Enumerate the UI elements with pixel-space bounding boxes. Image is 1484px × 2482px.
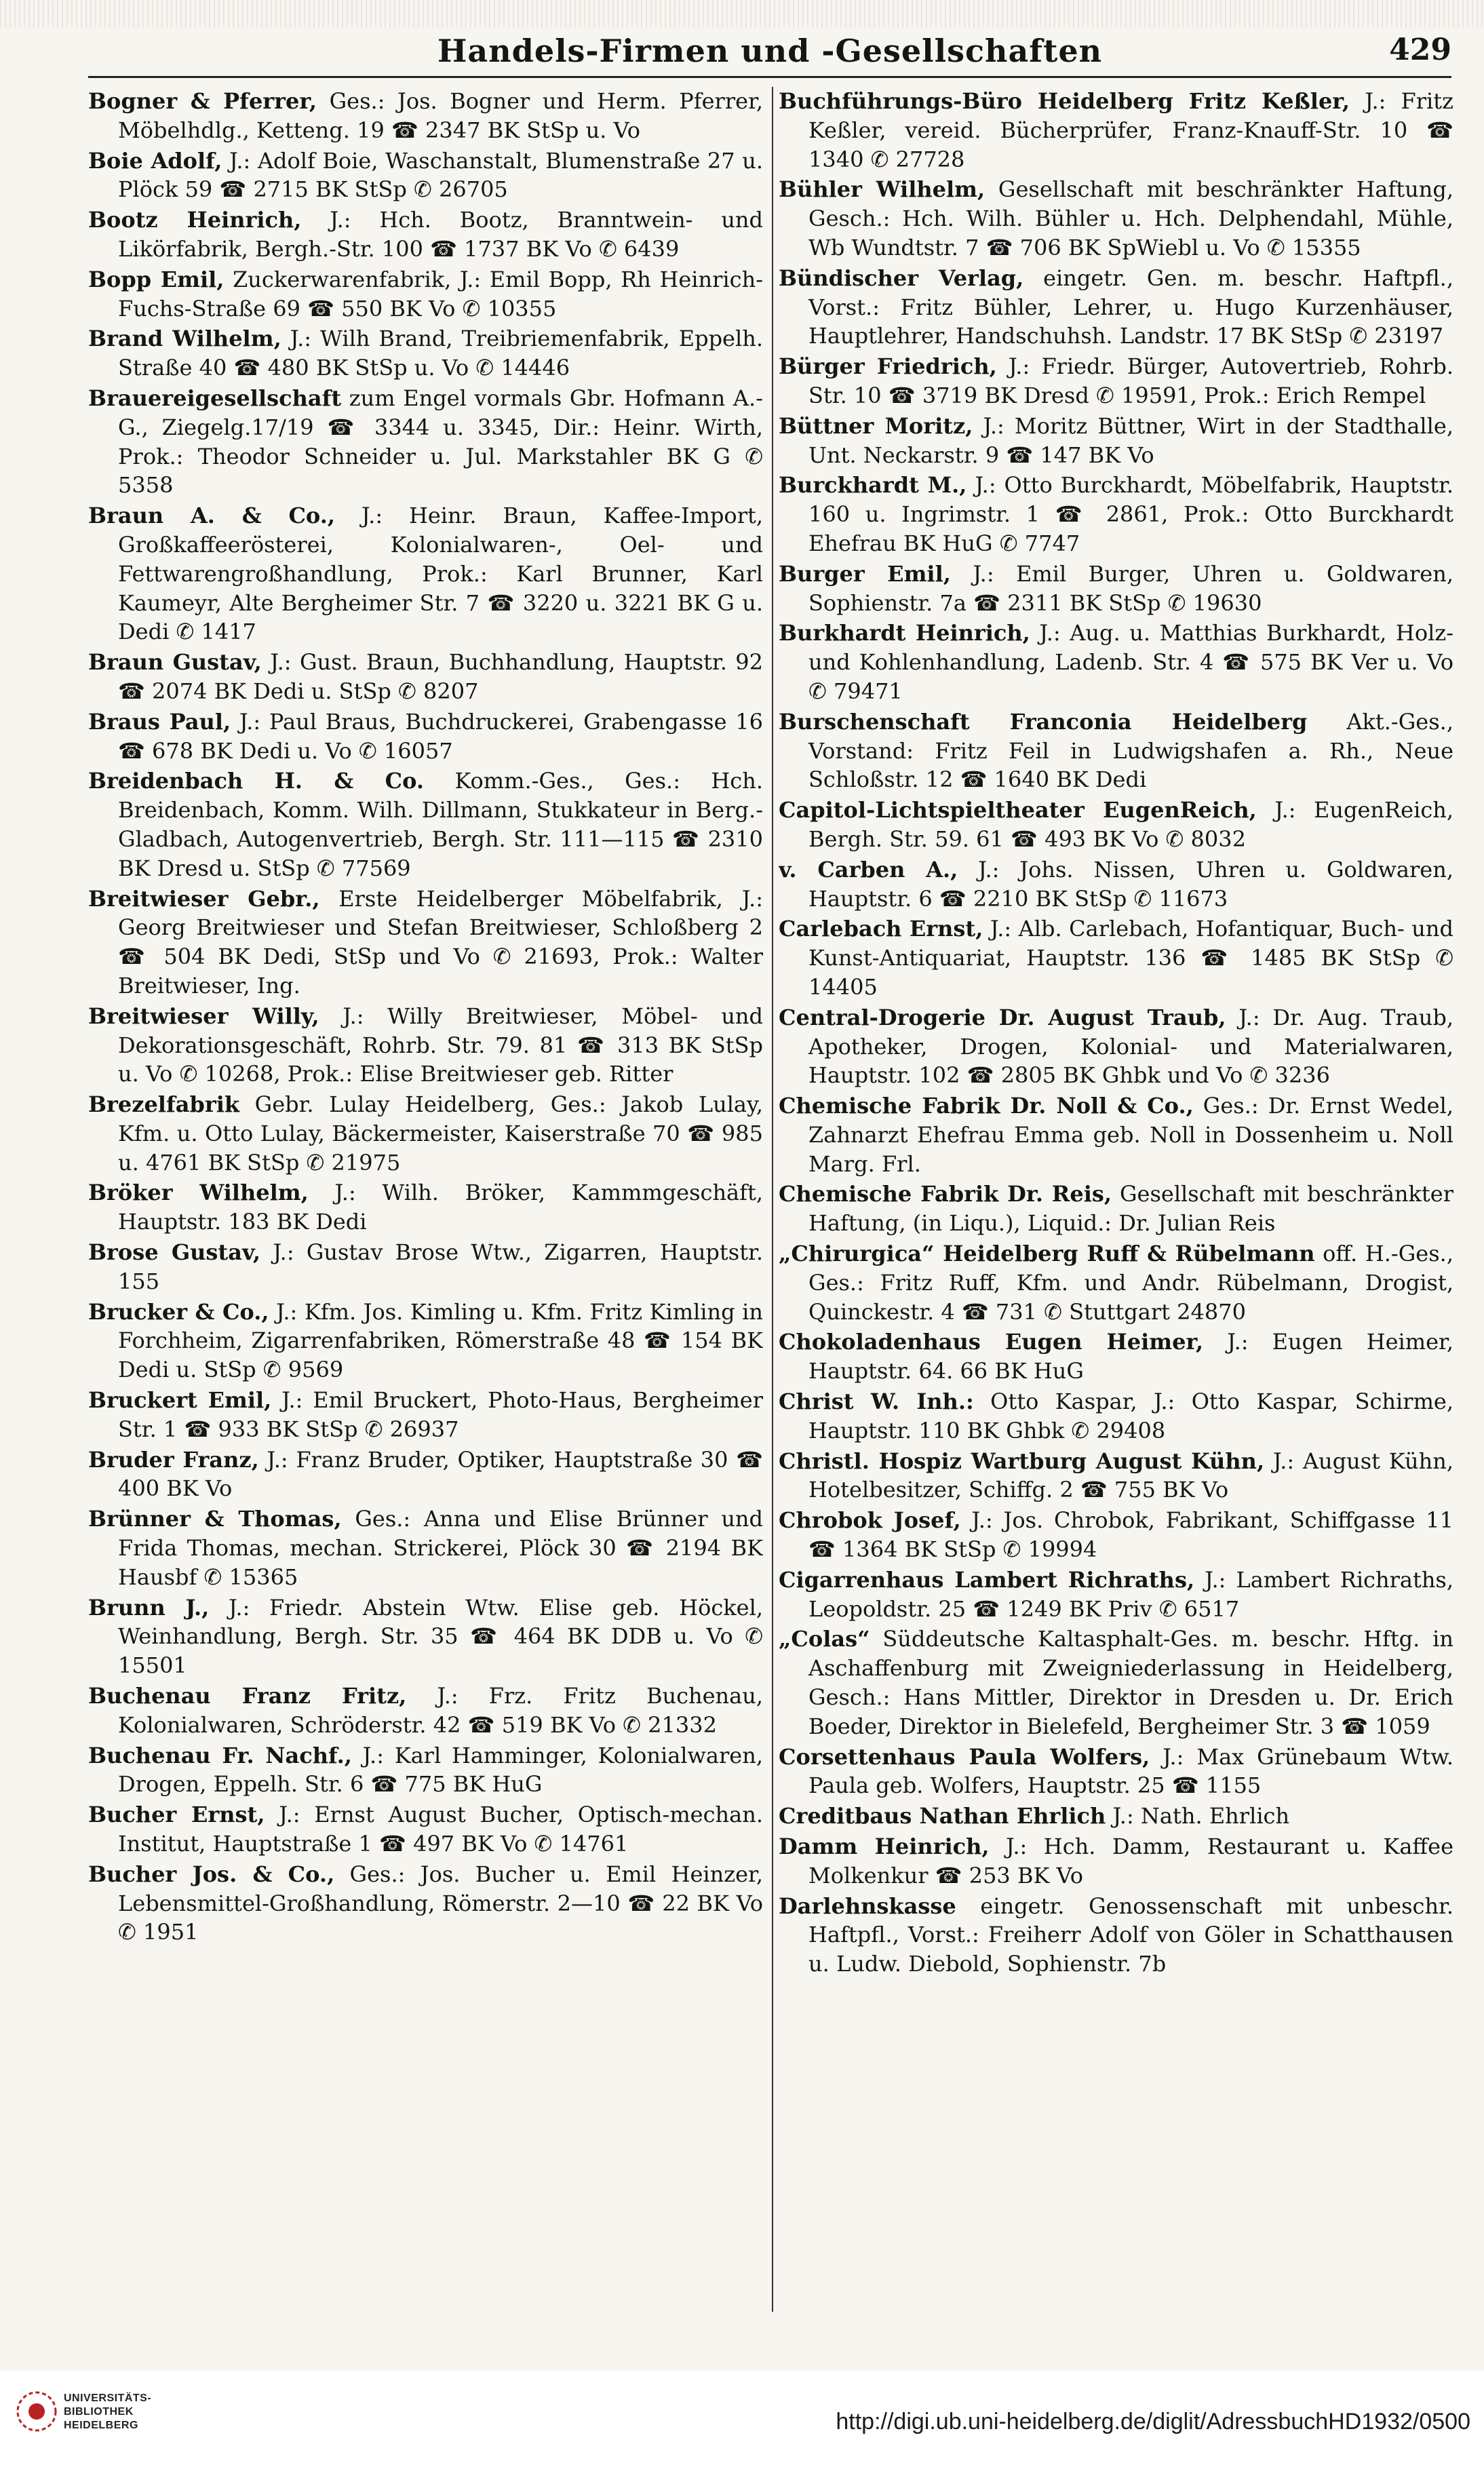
entry-details: Otto Kaspar, J.: Otto Kaspar, Schirme, Hauptstr. 110 BK Ghbk ✆ 29408 xyxy=(808,1389,1453,1443)
entry-firm-name: Chemische Fabrik Dr. Noll & Co., xyxy=(779,1093,1194,1119)
directory-entry xyxy=(779,87,1453,174)
entry-details: Ges.: Dr. Ernst Wedel, Zahnarzt Ehefrau Emma geb. Noll in Dossenheim u. Noll Marg. Frl. xyxy=(808,1093,1453,1177)
entry-firm-name: Bühler Wilhelm, xyxy=(779,176,985,203)
directory-entry xyxy=(88,767,763,883)
entry-details: J.: Hch. Bootz, Branntwein- und Likörfabrik, Bergh.-Str. 100 ☎ 1737 BK Vo ✆ 6439 xyxy=(118,207,763,262)
directory-entry xyxy=(88,265,763,324)
entry-firm-name: Burger Emil, xyxy=(779,560,951,587)
entry-details: J.: Wilh. Bröker, Kammmgeschäft, Hauptstr. 183 BK Dedi xyxy=(118,1180,763,1235)
entry-details: J.: Aug. u. Matthias Burkhardt, Holz- und Kohlenhandlung, Ladenb. Str. 4 ☎ 575 BK Ver u. Vo ✆ 79471 xyxy=(808,620,1453,704)
directory-entry xyxy=(779,1447,1453,1505)
directory-entry xyxy=(779,412,1453,470)
directory-entry xyxy=(88,648,763,706)
entry-details: J.: Eugen Heimer, Hauptstr. 64. 66 BK HuG xyxy=(808,1329,1453,1384)
entry-details: J.: Nath. Ehrlich xyxy=(1112,1803,1290,1829)
entry-firm-name: Bootz Heinrich, xyxy=(88,207,302,233)
entry-details: J.: Friedr. Abstein Wtw. Elise geb. Höckel, Weinhandlung, Bergh. Str. 35 ☎ 464 BK DDB u. Vo ✆ 15501 xyxy=(118,1594,763,1679)
entry-firm-name: Braus Paul, xyxy=(88,708,231,735)
directory-entry xyxy=(779,1387,1453,1446)
entry-details: J.: Gust. Braun, Buchhandlung, Hauptstr. 92 ☎ 2074 BK Dedi u. StSp ✆ 8207 xyxy=(118,649,763,704)
column-divider xyxy=(772,87,773,2312)
entry-firm-name: Christ W. Inh.: xyxy=(779,1389,974,1415)
directory-entry xyxy=(88,501,763,646)
directory-entry xyxy=(88,1002,763,1089)
entry-details: J.: Emil Burger, Uhren u. Goldwaren, Sophienstr. 7a ☎ 2311 BK StSp ✆ 19630 xyxy=(808,560,1453,616)
logo-line-1: UNIVERSITÄTS- xyxy=(64,2392,152,2404)
entry-firm-name: Bopp Emil, xyxy=(88,266,224,292)
entry-details: J.: Moritz Büttner, Wirt in der Stadthalle, Unt. Neckarstr. 9 ☎ 147 BK Vo xyxy=(808,412,1453,468)
directory-entry xyxy=(779,471,1453,558)
entry-firm-name: Breidenbach H. & Co. xyxy=(88,768,425,794)
entry-firm-name: Boie Adolf, xyxy=(88,147,222,174)
entry-firm-name: Bogner & Pferrer, xyxy=(88,88,317,114)
directory-entry xyxy=(88,1386,763,1444)
entry-firm-name: „Chirurgica“ Heidelberg Ruff & Rübelmann xyxy=(779,1241,1315,1267)
entry-details: zum Engel vormals Gbr. Hofmann A.-G., Ziegelg.17/19 ☎ 3344 u. 3345, Dir.: Heinr. Wirth, Prok.: Theodor Schneider u. Jul. Markstahler BK G ✆ 5358 xyxy=(118,385,763,499)
entry-details: Ges.: Jos. Bucher u. Emil Heinzer, Lebensmittel-Großhandlung, Römerstr. 2—10 ☎ 22 BK Vo ✆ 1951 xyxy=(118,1861,763,1945)
entry-firm-name: Bucher Ernst, xyxy=(88,1802,265,1828)
page-header xyxy=(88,27,1451,75)
logo-line-2: BIBLIOTHEK xyxy=(64,2406,134,2418)
entry-firm-name: Bruckert Emil, xyxy=(88,1387,272,1414)
directory-entry xyxy=(779,1180,1453,1238)
entry-details: J.: Johs. Nissen, Uhren u. Goldwaren, Hauptstr. 6 ☎ 2210 BK StSp ✆ 11673 xyxy=(808,856,1453,912)
entry-firm-name: Christl. Hospiz Wartburg August Kühn, xyxy=(779,1448,1265,1474)
entry-firm-name: Capitol-Lichtspieltheater EugenReich, xyxy=(779,797,1257,823)
entry-firm-name: Chemische Fabrik Dr. Reis, xyxy=(779,1181,1112,1207)
entry-details: J.: Max Grünebaum Wtw. Paula geb. Wolfers, Hauptstr. 25 ☎ 1155 xyxy=(808,1743,1453,1799)
entry-firm-name: Buchenau Franz Fritz, xyxy=(88,1683,407,1709)
directory-entry xyxy=(779,1625,1453,1741)
entry-firm-name: Burschenschaft Franconia Heidelberg xyxy=(779,708,1308,735)
entry-firm-name: Burckhardt M., xyxy=(779,472,967,499)
entry-details: J.: Alb. Carlebach, Hofantiquar, Buch- und Kunst-Antiquariat, Hauptstr. 136 ☎ 1485 BK StSp ✆ 14405 xyxy=(808,916,1453,1000)
entry-details: Süddeutsche Kaltasphalt-Ges. m. beschr. Hftg. in Aschaffenburg mit Zweigniederlassung in Heidelberg, Gesch.: Hans Mittler, Direktor in Dresden u. Dr. Erich Boeder, Direktor in Bielefeld, Bergheimer Str. 3 ☎ 1059 xyxy=(808,1626,1453,1739)
entry-details: J.: Kfm. Jos. Kimling u. Kfm. Fritz Kimling in Forchheim, Zigarrenfabriken, Römerstraße 48 ☎ 154 BK Dedi u. StSp ✆ 9569 xyxy=(118,1298,763,1383)
entry-details: J.: Hch. Damm, Restaurant u. Kaffee Molkenkur ☎ 253 BK Vo xyxy=(808,1834,1453,1888)
directory-entry xyxy=(88,87,763,145)
directory-entry xyxy=(779,175,1453,262)
directory-entry xyxy=(779,560,1453,618)
entry-firm-name: Brucker & Co., xyxy=(88,1298,269,1325)
directory-entry xyxy=(779,264,1453,351)
entry-firm-name: Bündischer Verlag, xyxy=(779,265,1024,291)
entry-details: Ges.: Jos. Bogner und Herm. Pferrer, Möbelhdlg., Ketteng. 19 ☎ 2347 BK StSp u. Vo xyxy=(118,88,763,143)
directory-entry xyxy=(779,1832,1453,1890)
directory-entry xyxy=(88,1298,763,1384)
directory-entry xyxy=(88,1090,763,1177)
entry-details: eingetr. Genossenschaft mit unbeschr. Haftpfl., Vorst.: Freiherr Adolf von Göler in Schatthausen u. Ludw. Diebold, Sophienstr. 7b xyxy=(808,1893,1453,1977)
page-title: Handels-Firmen und -Gesellschaften xyxy=(437,33,1103,69)
entry-firm-name: Breitwieser Willy, xyxy=(88,1003,319,1029)
entry-firm-name: Brand Wilhelm, xyxy=(88,326,281,352)
entry-firm-name: Bürger Friedrich, xyxy=(779,353,997,380)
entry-firm-name: Bröker Wilhelm, xyxy=(88,1180,309,1206)
directory-entry xyxy=(779,1327,1453,1386)
directory-entry xyxy=(88,324,763,383)
entry-details: Gesellschaft mit beschränkter Haftung, (in Liqu.), Liquid.: Dr. Julian Reis xyxy=(808,1181,1453,1237)
scan-edge-noise xyxy=(0,0,1484,27)
entry-details: J.: Heinr. Braun, Kaffee-Import, Großkaffeerösterei, Kolonialwaren-, Oel- und Fettwarengroßhandlung, Prok.: Karl Brunner, Karl Kaumeyr, Alte Bergheimer Str. 7 ☎ 3220 u. 3221 BK G u. Dedi ✆ 1417 xyxy=(118,503,763,645)
entry-firm-name: Breitwieser Gebr., xyxy=(88,885,320,912)
entry-firm-name: Chokoladenhaus Eugen Heimer, xyxy=(779,1329,1204,1355)
entry-details: J.: Wilh Brand, Treibriemenfabrik, Eppelh. Straße 40 ☎ 480 BK StSp u. Vo ✆ 14446 xyxy=(118,326,763,381)
directory-entry xyxy=(88,1800,763,1859)
directory-entry xyxy=(88,384,763,500)
entry-firm-name: v. Carben A., xyxy=(779,856,958,883)
directory-entry xyxy=(88,206,763,264)
directory-entry xyxy=(779,1091,1453,1178)
entry-firm-name: Bucher Jos. & Co., xyxy=(88,1861,335,1887)
source-url[interactable]: http://digi.ub.uni-heidelberg.de/diglit/AdressbuchHD1932/0500 xyxy=(836,2409,1470,2435)
entry-firm-name: Bruder Franz, xyxy=(88,1446,259,1473)
directory-entry xyxy=(88,1505,763,1591)
entry-details: J.: EugenReich, Bergh. Str. 59. 61 ☎ 493 BK Vo ✆ 8032 xyxy=(808,797,1453,852)
entry-details: Gebr. Lulay Heidelberg, Ges.: Jakob Lulay, Kfm. u. Otto Lulay, Bäckermeister, Kaiserstraße 70 ☎ 985 u. 4761 BK StSp ✆ 21975 xyxy=(118,1091,763,1176)
directory-entry xyxy=(779,1003,1453,1090)
directory-entry xyxy=(779,914,1453,1001)
entry-details: eingetr. Gen. m. beschr. Haftpfl., Vorst.: Fritz Bühler, Lehrer, u. Hugo Kurzenhäuser, Hauptlehrer, Handschuhsh. Landstr. 17 BK StSp ✆ 23197 xyxy=(808,265,1453,349)
entry-firm-name: Brose Gustav, xyxy=(88,1239,261,1266)
entry-details: J.: Paul Braus, Buchdruckerei, Grabengasse 16 ☎ 678 BK Dedi u. Vo ✆ 16057 xyxy=(118,708,763,764)
entry-details: J.: Frz. Fritz Buchenau, Kolonialwaren, Schröderstr. 42 ☎ 519 BK Vo ✆ 21332 xyxy=(118,1683,763,1738)
right-column xyxy=(779,87,1453,2325)
directory-entry xyxy=(88,1860,763,1947)
directory-entry xyxy=(88,1446,763,1504)
page-number: 429 xyxy=(1389,33,1451,67)
directory-entry xyxy=(779,1239,1453,1326)
entry-details: off. H.-Ges., Ges.: Fritz Ruff, Kfm. und Andr. Rübelmann, Drogist, Quinckestr. 4 ☎ 731 ✆ Stuttgart 24870 xyxy=(808,1241,1453,1325)
entry-details: J.: Emil Bruckert, Photo-Haus, Bergheimer Str. 1 ☎ 933 BK StSp ✆ 26937 xyxy=(118,1387,763,1442)
directory-entry xyxy=(88,147,763,205)
entry-firm-name: Brauereigesellschaft xyxy=(88,385,342,411)
entry-details: J.: Karl Hamminger, Kolonialwaren, Drogen, Eppelh. Str. 6 ☎ 775 BK HuG xyxy=(118,1742,763,1798)
entry-details: J.: Dr. Aug. Traub, Apotheker, Drogen, Kolonial- und Materialwaren, Hauptstr. 102 ☎ 2805 BK Ghbk und Vo ✆ 3236 xyxy=(808,1004,1453,1089)
entry-details: J.: Jos. Chrobok, Fabrikant, Schiffgasse 11 ☎ 1364 BK StSp ✆ 19994 xyxy=(808,1507,1453,1563)
entry-firm-name: Corsettenhaus Paula Wolfers, xyxy=(779,1743,1150,1770)
entry-firm-name: Braun A. & Co., xyxy=(88,503,335,529)
directory-entry xyxy=(88,707,763,766)
entry-details: Gesellschaft mit beschränkter Haftung, Gesch.: Hch. Wilh. Bühler u. Hch. Delphendahl, Mühle, Wb Wundtstr. 7 ☎ 706 BK SpWiebl u. Vo ✆ 15355 xyxy=(808,176,1453,260)
entry-details: Akt.-Ges., Vorstand: Fritz Feil in Ludwigshafen a. Rh., Neue Schloßstr. 12 ☎ 1640 BK Dedi xyxy=(808,708,1453,793)
entry-details: J.: Otto Burckhardt, Möbelfabrik, Hauptstr. 160 u. Ingrimstr. 1 ☎ 2861, Prok.: Otto Burckhardt Ehefrau BK HuG ✆ 7747 xyxy=(808,472,1453,556)
entry-firm-name: Damm Heinrich, xyxy=(779,1834,990,1860)
directory-entry xyxy=(779,1566,1453,1624)
directory-entry xyxy=(779,796,1453,854)
directory-entry xyxy=(88,1682,763,1740)
directory-entry xyxy=(779,1892,1453,1979)
seal-icon xyxy=(15,2390,58,2433)
entry-firm-name: Cigarrenhaus Lambert Richraths, xyxy=(779,1566,1195,1593)
entry-firm-name: Braun Gustav, xyxy=(88,649,262,676)
entry-details: J.: Adolf Boie, Waschanstalt, Blumenstraße 27 u. Plöck 59 ☎ 2715 BK StSp ✆ 26705 xyxy=(118,147,763,203)
entry-details: J.: Gustav Brose Wtw., Zigarren, Hauptstr. 155 xyxy=(118,1239,763,1294)
entry-firm-name: Buchenau Fr. Nachf., xyxy=(88,1742,352,1768)
entry-details: Erste Heidelberger Möbelfabrik, J.: Georg Breitwieser und Stefan Breitwieser, Schloßberg 2 ☎ 504 BK Dedi, StSp und Vo ✆ 21693, Prok.: Walter Breitwieser, Ing. xyxy=(118,885,763,998)
directory-entry xyxy=(88,1178,763,1237)
entry-firm-name: Creditbaus Nathan Ehrlich xyxy=(779,1803,1106,1829)
directory-entry xyxy=(88,885,763,1001)
entry-firm-name: Brunn J., xyxy=(88,1594,210,1621)
entry-firm-name: Darlehnskasse xyxy=(779,1893,956,1919)
directory-entry xyxy=(88,1593,763,1680)
logo-line-3: HEIDELBERG xyxy=(64,2420,138,2431)
entry-details: J.: Willy Breitwieser, Möbel- und Dekorationsgeschäft, Rohrb. Str. 79. 81 ☎ 313 BK StSp u. Vo ✆ 10268, Prok.: Elise Breitwieser geb. Ritter xyxy=(118,1003,763,1087)
entry-details: Ges.: Anna und Elise Brünner und Frida Thomas, mechan. Strickerei, Plöck 30 ☎ 2194 BK Hausbf ✆ 15365 xyxy=(118,1506,763,1590)
entry-details: J.: Lambert Richraths, Leopoldstr. 25 ☎ 1249 BK Priv ✆ 6517 xyxy=(808,1566,1453,1622)
entry-details: J.: Fritz Keßler, vereid. Bücherprüfer, Franz-Knauff-Str. 10 ☎ 1340 ✆ 27728 xyxy=(808,88,1453,172)
entry-firm-name: Burkhardt Heinrich, xyxy=(779,620,1030,646)
entry-firm-name: Brünner & Thomas, xyxy=(88,1506,342,1532)
directory-entry xyxy=(779,855,1453,914)
directory-entry xyxy=(779,1506,1453,1564)
entry-details: J.: Friedr. Bürger, Autovertrieb, Rohrb. Str. 10 ☎ 3719 BK Dresd ✆ 19591, Prok.: Erich Rempel xyxy=(808,353,1453,408)
left-column xyxy=(88,87,763,2325)
entry-firm-name: Central-Drogerie Dr. August Traub, xyxy=(779,1004,1226,1030)
footer xyxy=(0,2371,1484,2482)
entry-firm-name: Buchführungs-Büro Heidelberg Fritz Keßler, xyxy=(779,88,1350,114)
directory-entry xyxy=(779,619,1453,705)
entry-details: J.: August Kühn, Hotelbesitzer, Schiffg. 2 ☎ 755 BK Vo xyxy=(808,1448,1453,1503)
directory-entry xyxy=(779,1802,1453,1831)
entry-firm-name: Büttner Moritz, xyxy=(779,412,973,439)
directory-entry xyxy=(779,1743,1453,1801)
directory-entry xyxy=(88,1238,763,1296)
directory-entry xyxy=(88,1741,763,1800)
directory-entry xyxy=(779,352,1453,410)
entry-details: Zuckerwarenfabrik, J.: Emil Bopp, Rh Heinrich-Fuchs-Straße 69 ☎ 550 BK Vo ✆ 10355 xyxy=(118,266,763,322)
entry-details: J.: Ernst August Bucher, Optisch-mechan. Institut, Hauptstraße 1 ☎ 497 BK Vo ✆ 14761 xyxy=(118,1802,763,1857)
header-rule xyxy=(88,76,1451,78)
entry-firm-name: „Colas“ xyxy=(779,1626,870,1652)
entry-details: Komm.-Ges., Ges.: Hch. Breidenbach, Komm. Wilh. Dillmann, Stukkateur in Berg.-Gladbach, Autogenvertrieb, Bergh. Str. 111—115 ☎ 2310 BK Dresd u. StSp ✆ 77569 xyxy=(118,768,763,881)
library-logo[interactable] xyxy=(15,2390,198,2464)
entry-firm-name: Chrobok Josef, xyxy=(779,1507,961,1534)
directory-entry xyxy=(779,707,1453,794)
entry-firm-name: Carlebach Ernst, xyxy=(779,916,983,942)
entry-firm-name: Brezelfabrik xyxy=(88,1091,240,1118)
entry-details: J.: Franz Bruder, Optiker, Hauptstraße 30 ☎ 400 BK Vo xyxy=(118,1446,763,1502)
